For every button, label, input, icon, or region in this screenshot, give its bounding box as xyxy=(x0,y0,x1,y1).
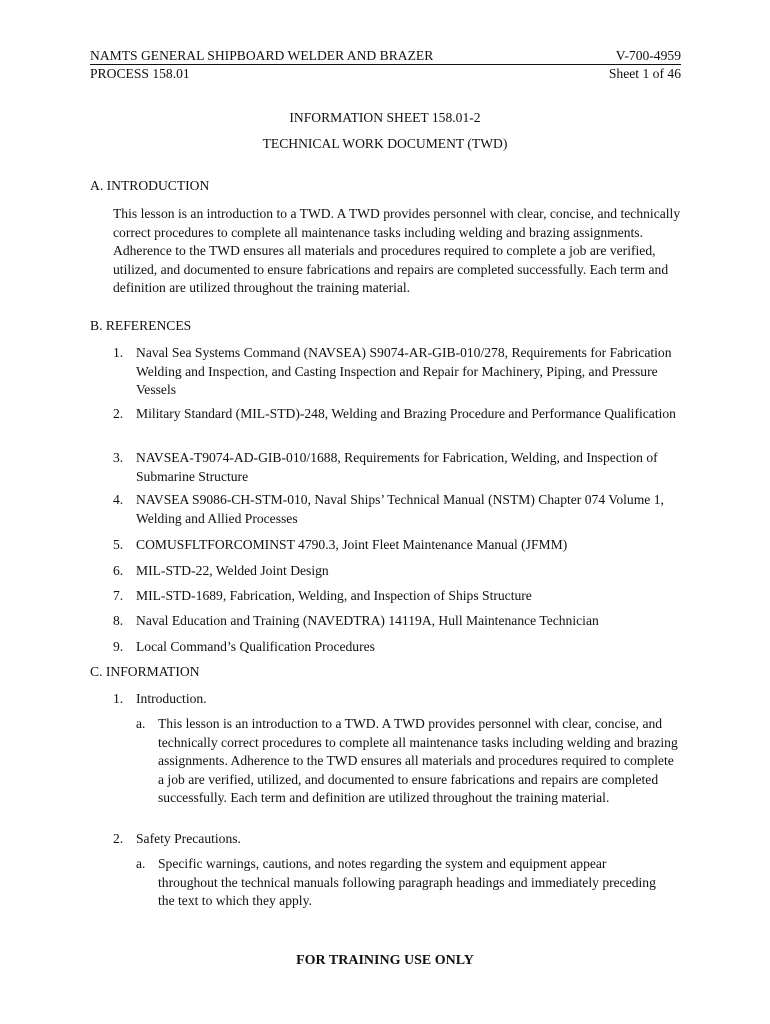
info-sheet-title: INFORMATION SHEET 158.01-2 xyxy=(289,110,481,125)
page-header xyxy=(90,47,681,82)
document-title: TECHNICAL WORK DOCUMENT (TWD) xyxy=(262,136,508,151)
reference-item: 4. NAVSEA S9086-CH-STM-010, Naval Ships’ Technical Manual (NSTM) Chapter 074 Volume 1, Welding and Allied Processes xyxy=(113,492,664,526)
reference-item: 8. Naval Education and Training (NAVEDTRA) 14119A, Hull Maintenance Technician xyxy=(113,613,599,628)
reference-item: 6. MIL-STD-22, Welded Joint Design xyxy=(113,563,329,578)
subsection-introduction-a: a. This lesson is an introduction to a TWD. A TWD provides personnel with clear, concise, and technically correct procedures to complete all maintenance tasks including welding and brazing assignments. Adherence to the TWD ensures all materials and procedures required to complete a job are verified, utilized, and documented to ensure fabrications and repairs are completed successfully. Each term and definition are utilized throughout the training material. xyxy=(136,716,678,806)
header-sheet: Sheet 1 of 46 xyxy=(608,66,681,81)
section-a-body: This lesson is an introduction to a TWD. A TWD provides personnel with clear, concise, and technically correct procedures to complete all maintenance tasks including welding and brazing assignments. Adherence to the TWD ensures all materials and procedures required to complete a job are verified, utilized, and documented to ensure fabrications and repairs are completed successfully. Each term and definition are utilized throughout the training material. xyxy=(113,206,681,296)
reference-item: 5. COMUSFLTFORCOMINST 4790.3, Joint Fleet Maintenance Manual (JFMM) xyxy=(113,537,568,552)
subsection-safety-a: a. Specific warnings, cautions, and notes regarding the system and equipment appear throughout the technical manuals following paragraph headings and immediately preceding the text to which they apply. xyxy=(136,856,656,909)
section-a-heading: A. INTRODUCTION xyxy=(90,178,210,193)
reference-item: 2. Military Standard (MIL-STD)-248, Welding and Brazing Procedure and Performance Qualification xyxy=(113,406,676,421)
reference-item: 1. Naval Sea Systems Command (NAVSEA) S9074-AR-GIB-010/278, Requirements for Fabrication Welding and Inspection, and Casting Inspection and Repair for Machinery, Piping, and Pressure Vessels xyxy=(113,345,672,398)
subsection-safety: 2. Safety Precautions. xyxy=(113,831,241,846)
subsection-introduction: 1. Introduction. xyxy=(113,691,207,706)
section-c-heading: C. INFORMATION xyxy=(90,664,200,679)
reference-item: 3. NAVSEA-T9074-AD-GIB-010/1688, Requirements for Fabrication, Welding, and Inspection of Submarine Structure xyxy=(113,450,658,484)
header-title-line1: NAMTS GENERAL SHIPBOARD WELDER AND BRAZER xyxy=(90,47,616,65)
reference-item: 9. Local Command’s Qualification Procedures xyxy=(113,639,375,654)
footer-training-notice: FOR TRAINING USE ONLY xyxy=(296,953,474,968)
header-doc-number: V-700-4959 xyxy=(615,48,681,63)
reference-item: 7. MIL-STD-1689, Fabrication, Welding, and Inspection of Ships Structure xyxy=(113,588,532,603)
header-title-line2: PROCESS 158.01 xyxy=(90,66,190,81)
section-b-heading: B. REFERENCES xyxy=(90,318,192,333)
